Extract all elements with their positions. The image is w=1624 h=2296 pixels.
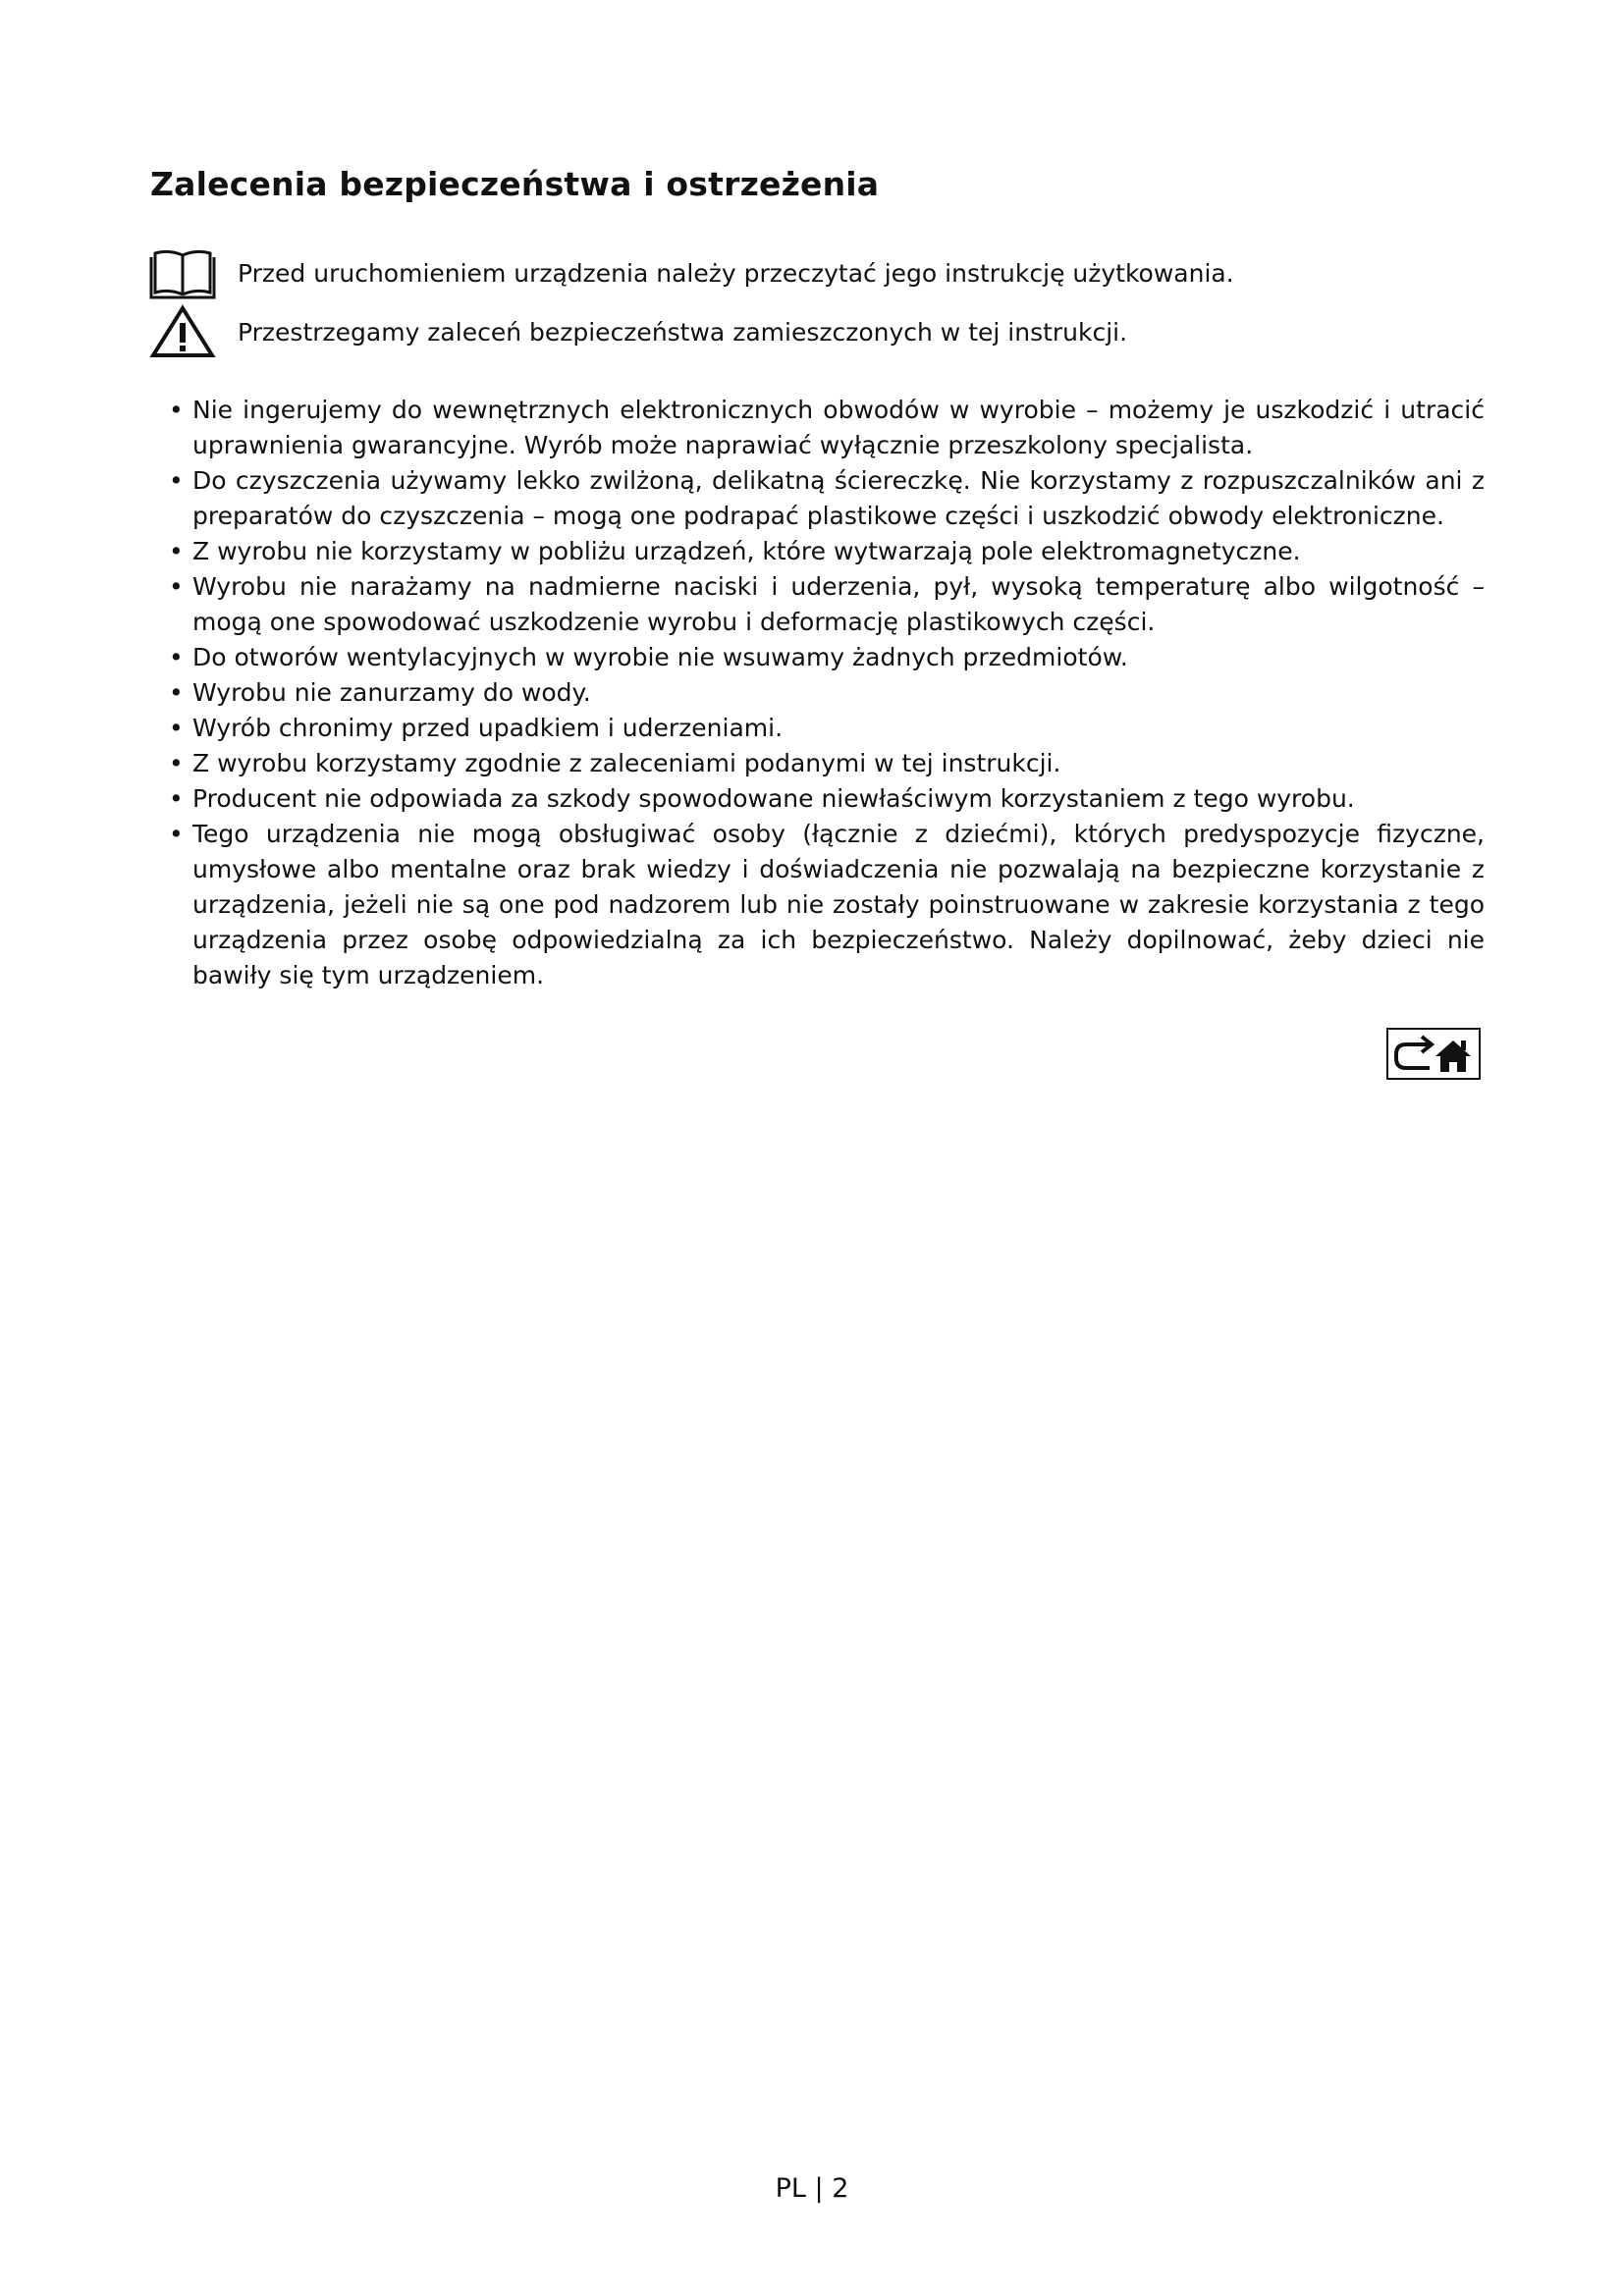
list-item: • Wyrób chronimy przed upadkiem i uderzeniami. [169, 711, 1485, 746]
list-item: • Wyrobu nie zanurzamy do wody. [169, 675, 1485, 711]
list-item: • Z wyrobu nie korzystamy w pobliżu urządzeń, które wytwarzają pole elektromagnetyczne. [169, 534, 1485, 569]
safety-bullet-list [169, 393, 1485, 993]
list-item: • Do czyszczenia używamy lekko zwilżoną, delikatną ściereczkę. Nie korzystamy z rozpuszczalników ani z preparatów do czyszczenia – mogą one podrapać plastikowe części i uszkodzić obwody elektroniczne. [169, 463, 1485, 534]
list-item: • Nie ingerujemy do wewnętrznych elektronicznych obwodów w wyrobie – możemy je uszkodzić i utracić uprawnienia gwarancyjne. Wyrób może naprawiać wyłącznie przeszkolony specjalista. [169, 393, 1485, 463]
notice-safety-warning [149, 304, 1127, 359]
list-item: • Wyrobu nie narażamy na nadmierne naciski i uderzenia, pył, wysoką temperaturę albo wilgotność – mogą one spowodować uszkodzenie wyrobu i deformację plastikowych części. [169, 569, 1485, 640]
page-title: Zalecenia bezpieczeństwa i ostrzeżenia [150, 165, 880, 203]
warning-triangle-icon [149, 304, 216, 359]
list-item: • Z wyrobu korzystamy zgodnie z zaleceniami podanymi w tej instrukcji. [169, 746, 1485, 781]
page-footer: PL | 2 [775, 2173, 849, 2204]
return-home-link[interactable] [1386, 1028, 1481, 1080]
return-home-icon [1392, 1033, 1475, 1076]
notice-read-manual [149, 245, 1234, 300]
list-item: • Producent nie odpowiada za szkody spowodowane niewłaściwym korzystaniem z tego wyrobu. [169, 781, 1485, 817]
notice-read-manual-text: Przed uruchomieniem urządzenia należy przeczytać jego instrukcję użytkowania. [238, 258, 1234, 288]
list-item: • Do otworów wentylacyjnych w wyrobie nie wsuwamy żadnych przedmiotów. [169, 640, 1485, 675]
list-item: • Tego urządzenia nie mogą obsługiwać osoby (łącznie z dziećmi), których predyspozycje fizyczne, umysłowe albo mentalne oraz brak wiedzy i doświadczenia nie pozwalają na bezpieczne korzystanie z urządzenia, jeżeli nie są one pod nadzorem lub nie zostały poinstruowane w zakresie korzystania z tego urządzenia przez osobę odpowiedzialną za ich bezpieczeństwo. Należy dopilnować, żeby dzieci nie bawiły się tym urządzeniem. [169, 817, 1485, 993]
notice-safety-warning-text: Przestrzegamy zaleceń bezpieczeństwa zamieszczonych w tej instrukcji. [238, 317, 1128, 347]
open-book-icon [149, 245, 216, 300]
